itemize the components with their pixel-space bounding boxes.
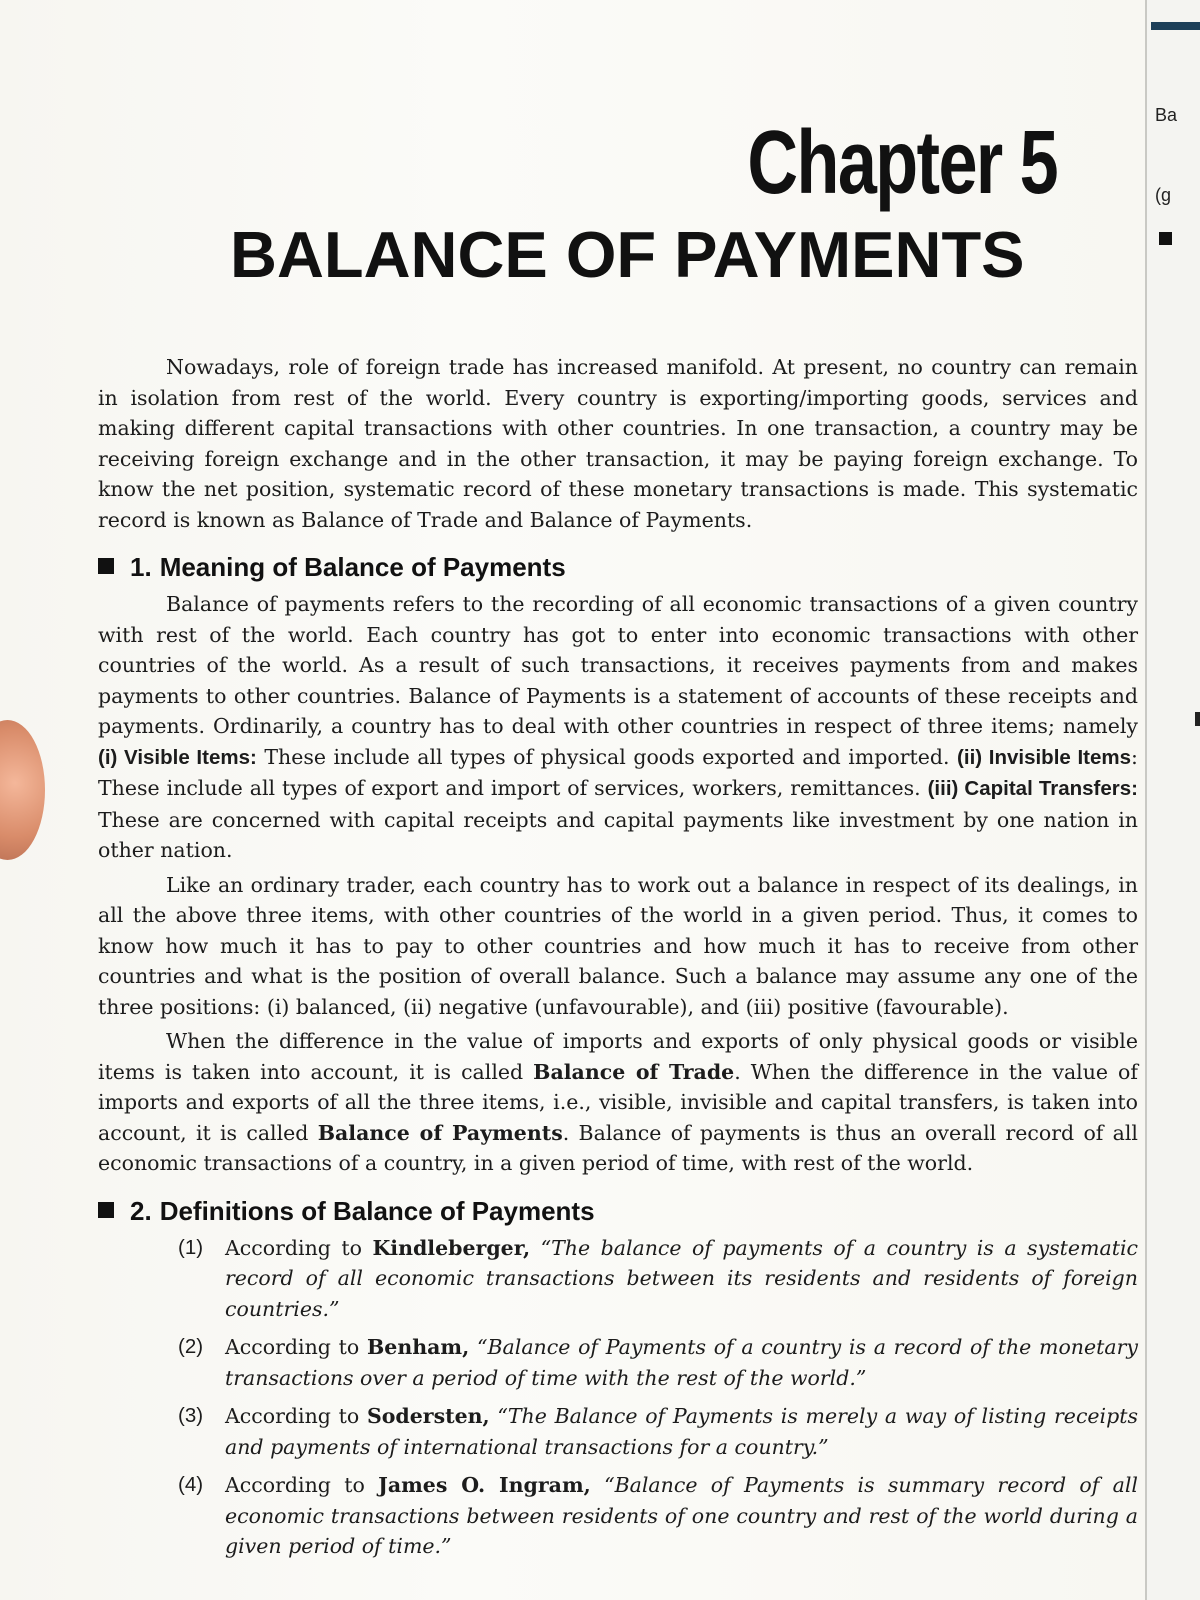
thumb: [0, 720, 45, 860]
term-visible-items: (i) Visible Items:: [98, 745, 257, 769]
chapter-title: BALANCE OF PAYMENTS: [230, 218, 1025, 291]
definition-quote: “The balance of payments of a country is a systematic record of all economic transactions between its residents and residents of foreign countries.”: [225, 1235, 1138, 1321]
definition-quote: “Balance of Payments of a country is a record of the monetary transactions over a period of time with the rest of the world.”: [225, 1335, 1138, 1390]
definition-quote: “The Balance of Payments is merely a way of listing receipts and payments of international transactions for a country.”: [225, 1404, 1138, 1459]
definition-item: (4) According to James O. Ingram, “Balance of Payments is summary record of all economic transactions between residents of one country and rest of the world during a given period of time.”: [178, 1473, 1138, 1558]
definition-item: (2) According to Benham, “Balance of Payments of a country is a record of the monetary transactions over a period of time with the rest of the world.”: [178, 1335, 1138, 1390]
definition-quote: “Balance of Payments is summary record of all economic transactions between residents of one country and rest of the world during a given period of time.”: [225, 1473, 1138, 1558]
definition-item: (1) According to Kindleberger, “The balance of payments of a country is a systematic record of all economic transactions between its residents and residents of foreign countries.”: [178, 1235, 1138, 1321]
chapter-number: Chapter 5: [747, 113, 1057, 213]
square-bullet-icon: [98, 1202, 114, 1218]
section-2-heading: 2. Definitions of Balance of Payments: [98, 1193, 1138, 1229]
partial-text: Ba: [1155, 105, 1178, 125]
term-capital-transfers: (iii) Capital Transfers:: [927, 777, 1138, 800]
square-bullet-icon: [98, 558, 114, 574]
definitions-list: [178, 1233, 1138, 1562]
intro-paragraph: Nowadays, role of foreign trade has increased manifold. At present, no country can remain in isolation from rest of the world. Every country is exporting/importing goods, services and making different capital transactions with other countries. In one transaction, a country may be receiving foreign exchange and in the other transaction, it may be paying foreign exchange. To know the net position, systematic record of these monetary transactions is made. This systematic record is known as Balance of Trade and Balance of Payments.: [98, 355, 1138, 532]
definition-author: James O. Ingram,: [378, 1473, 591, 1497]
term-balance-of-payments: Balance of Payments: [317, 1120, 563, 1145]
section-1-heading: 1. Meaning of Balance of Payments: [98, 549, 1138, 585]
definition-item: (3) According to Sodersten, “The Balance of Payments is merely a way of listing receipts and payments of international transactions for a country.”: [178, 1404, 1138, 1459]
definition-author: Sodersten,: [366, 1404, 490, 1428]
term-balance-of-trade: Balance of Trade: [533, 1059, 735, 1084]
partial-text: (g: [1155, 185, 1172, 205]
header-bar: [1151, 22, 1200, 30]
section-1-paragraph-1: Balance of payments refers to the recording of all economic transactions of a given country with rest of the world. Each country has got to enter into economic transactions with other countries of the world. As a result of such transactions, it receives payments from and makes payments to other countries. Balance of Payments is a statement of accounts of these receipts and payments. Ordinarily, a country has to deal with other countries in respect of three items; namely (i) Visible Items: These include all types of physical goods exported and imported. (ii) Invisible Items: These include all types of export and import of services, workers, remittances. (iii) Capital Transfers: These are concerned with capital receipts and capital payments like investment by one nation in other nation.: [98, 592, 1138, 862]
definition-author: Kindleberger,: [372, 1235, 531, 1260]
square-bullet-icon: [1159, 232, 1172, 245]
term-invisible-items: (ii) Invisible Items: [957, 745, 1132, 769]
section-1-paragraph-3: When the difference in the value of imports and exports of only physical goods or visible items is taken into account, it is called Balance of Trade. When the difference in the value of imports and exports of all the three items, i.e., visible, invisible and capital transfers, is taken into account, it is called Balance of Payments. Balance of payments is thus an overall record of all economic transactions of a country, in a given period of time, with rest of the world.: [98, 1029, 1138, 1175]
page-body: [98, 352, 1138, 1570]
definition-author: Benham,: [366, 1335, 470, 1359]
square-bullet-icon: [1195, 712, 1200, 726]
adjacent-page-edge: [1145, 0, 1200, 1600]
section-1-paragraph-2: Like an ordinary trader, each country has to work out a balance in respect of its dealings, in all the above three items, with other countries of the world in a given period. Thus, it comes to know how much it has to pay to other countries and how much it has to receive from other countries and what is the position of overall balance. Such a balance may assume any one of the three positions: (i) balanced, (ii) negative (unfavourable), and (iii) positive (favourable).: [98, 872, 1138, 1019]
